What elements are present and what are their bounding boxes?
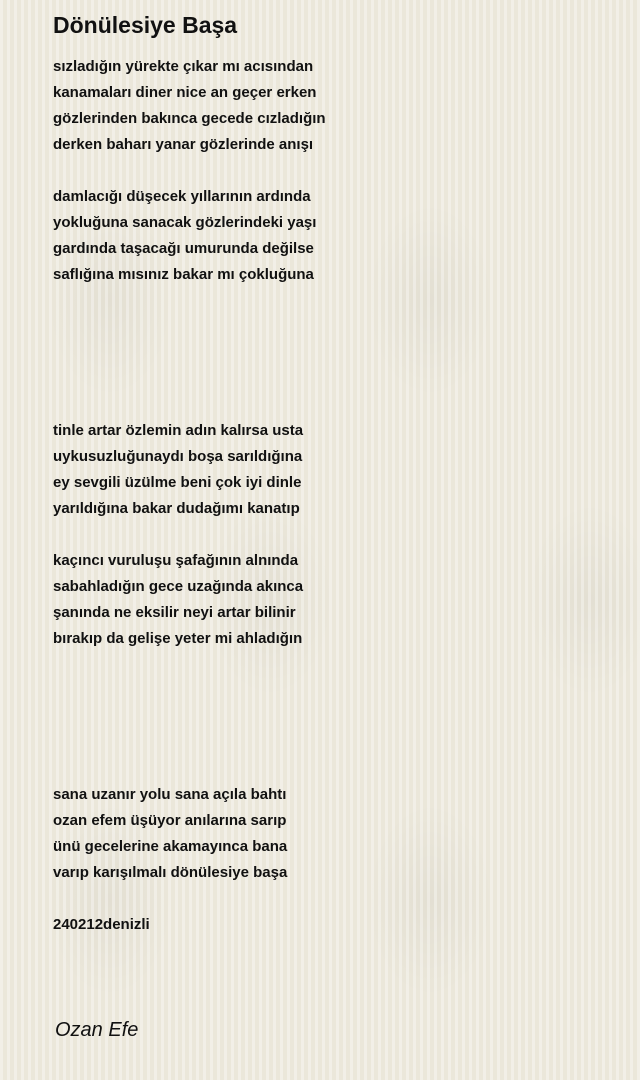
poem-line: yarıldığına bakar dudağımı kanatıp [53, 500, 300, 517]
poem-line: yokluğuna sanacak gözlerindeki yaşı [53, 214, 317, 231]
poem-line: ey sevgili üzülme beni çok iyi dinle [53, 474, 302, 491]
stanza-gap [53, 522, 613, 548]
poem-line: ünü gecelerine akamayınca bana [53, 838, 288, 855]
poem-line: sana uzanır yolu sana açıla bahtı [53, 786, 287, 803]
poem-line: gözlerinden bakınca gecede cızladığın [53, 110, 326, 127]
poem-line: varıp karışılmalı dönülesiye başa [53, 864, 288, 881]
poem-line: derken baharı yanar gözlerinde anışı [53, 136, 314, 153]
poem-line: kaçıncı vuruluşu şafağının alnında [53, 552, 299, 569]
stanza-2 [53, 184, 613, 288]
stanza-gap [53, 886, 613, 912]
author-name: Ozan Efe [55, 1019, 139, 1041]
poem-line: ozan efem üşüyor anılarına sarıp [53, 812, 287, 829]
poem-line: uykusuzluğunaydı boşa sarıldığına [53, 448, 303, 465]
poem-line: sabahladığın gece uzağında akınca [53, 578, 304, 595]
poem-line: tinle artar özlemin adın kalırsa usta [53, 422, 304, 439]
section-gap [53, 652, 613, 782]
poem-line: gardında taşacağı umurunda değilse [53, 240, 314, 257]
poem-line: bırakıp da gelişe yeter mi ahladığın [53, 630, 303, 647]
poem-line: saflığına mısınız bakar mı çokluğuna [53, 266, 314, 283]
poem-line: sızladığın yürekte çıkar mı acısından [53, 58, 314, 75]
poem-line: damlacığı düşecek yıllarının ardında [53, 188, 311, 205]
poem-body [53, 54, 613, 938]
stanza-4 [53, 548, 613, 652]
section-gap [53, 288, 613, 418]
poem-line: şanında ne eksilir neyi artar bilinir [53, 604, 296, 621]
poem-title: Dönülesiye Başa [53, 12, 238, 38]
stanza-3 [53, 418, 613, 522]
poem-line: kanamaları diner nice an geçer erken [53, 84, 317, 101]
stanza-gap [53, 158, 613, 184]
date-place-line: 240212denizli [53, 916, 150, 933]
stanza-5 [53, 782, 613, 886]
stanza-1 [53, 54, 613, 158]
